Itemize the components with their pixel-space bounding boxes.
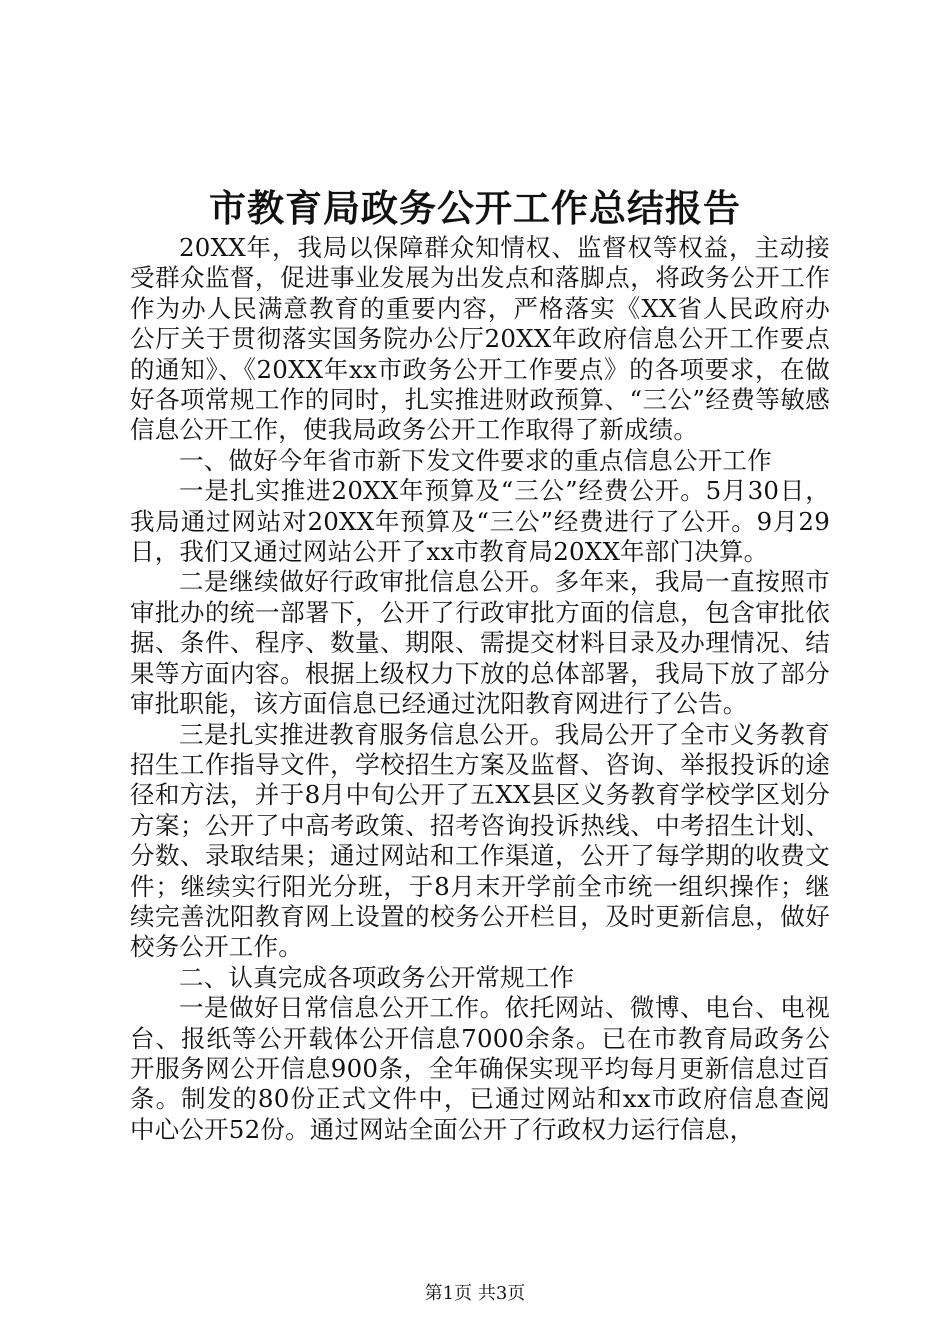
page-footer: 第1页 共3页 (424, 1283, 526, 1304)
section-heading-1: 一、做好今年省市新下发文件要求的重点信息公开工作 (179, 445, 772, 475)
intro-paragraph: 20XX年，我局以保障群众知情权、监督权等权益，主动接受群众监督，促进事业发展为出发点和落脚点，将政务公开工作作为办人民满意教育的重要内容，严格落实《XX省人民政府办公厅关于贯彻落实国务院办公厅20XX年政府信息公开工作要点的通知》、《20XX年xx市政务公开工作要点》的各项要求，在做好各项常规工作的同时，扎实推进财政预算、“三公”经费等敏感信息公开工作，使我局政务公开工作取得了新成绩。 (130, 233, 830, 445)
paragraph-budget-disclosure: 一是扎实推进20XX年预算及“三公”经费公开。5月30日，我局通过网站对20XX年预算及“三公”经费进行了公开。9月29日，我们又通过网站公开了xx市教育局20XX年部门决算。 (130, 476, 830, 567)
document-body (130, 233, 830, 1145)
paragraph-approval-disclosure: 二是继续做好行政审批信息公开。多年来，我局一直按照市审批办的统一部署下，公开了行政审批方面的信息，包含审批依据、条件、程序、数量、期限、需提交材料目录及办理情况、结果等方面内容。根据上级权力下放的总体部署，我局下放了部分审批职能，该方面信息已经通过沈阳教育网进行了公告。 (130, 567, 830, 719)
section-heading-2: 二、认真完成各项政务公开常规工作 (179, 962, 575, 992)
paragraph-education-service-disclosure: 三是扎实推进教育服务信息公开。我局公开了全市义务教育招生工作指导文件，学校招生方案及监督、咨询、举报投诉的途径和方法，并于8月中旬公开了五XX县区义务教育学校学区划分方案；公开了中高考政策、招考咨询投诉热线、中考招生计划、分数、录取结果；通过网站和工作渠道，公开了每学期的收费文件；继续实行阳光分班，于8月末开学前全市统一组织操作；继续完善沈阳教育网上设置的校务公开栏目，及时更新信息，做好校务公开工作。 (130, 719, 830, 962)
paragraph-daily-disclosure: 一是做好日常信息公开工作。依托网站、微博、电台、电视台、报纸等公开载体公开信息7000余条。已在市教育局政务公开服务网公开信息900条，全年确保实现平均每月更新信息过百条。制发的80份正式文件中，已通过网站和xx市政府信息查阅中心公开52份。通过网站全面公开了行政权力运行信息， (130, 993, 830, 1144)
document-title: 市教育局政务公开工作总结报告 (209, 186, 741, 230)
